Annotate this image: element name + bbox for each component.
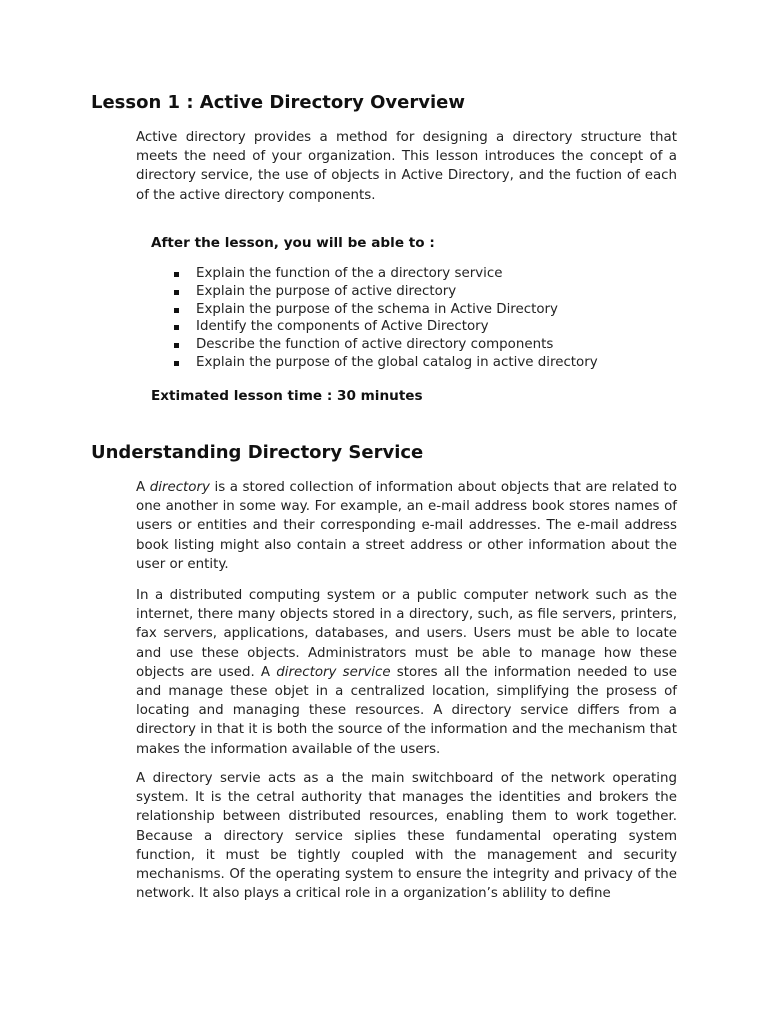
paragraph-text: In a distributed computing system or a public computer network such as the internet, there many objects stored in a directory, such, as file servers, printers, fax servers, applications, databases, and users. Users must be able to locate and use these objects. Administrators must be able to manage how these objects are used. A xyxy=(136,588,677,680)
objective-item: Describe the function of active directory components xyxy=(173,336,598,354)
objective-item: Explain the function of the a directory service xyxy=(173,265,598,283)
term-directory-service: directory service xyxy=(276,664,391,680)
objective-item: Explain the purpose of the global catalog in active directory xyxy=(173,354,598,372)
section-title: Understanding Directory Service xyxy=(91,442,424,463)
paragraph-text: A xyxy=(136,480,150,495)
paragraph-switchboard: A directory servie acts as a the main switchboard of the network operating system. It is the cetral authority that manages the identities and brokers the relationship between distributed resources, enabling them to work together. Because a directory service siplies these fundamental operating system function, it must be tightly coupled with the management and security mechanisms. Of the operating system to ensure the integrity and privacy of the network. It also plays a critical role in a organization’s ablility to define xyxy=(136,771,677,902)
objectives-list xyxy=(173,265,598,372)
objectives-heading: After the lesson, you will be able to : xyxy=(151,235,435,251)
term-directory: directory xyxy=(149,480,210,495)
lesson-title: Lesson 1 : Active Directory Overview xyxy=(91,92,465,113)
lesson-time-estimate: Extimated lesson time : 30 minutes xyxy=(151,388,423,404)
objective-item: Identify the components of Active Directory xyxy=(173,318,598,336)
paragraph-text: is a stored collection of information about objects that are related to one another in some way. For example, an e-mail address book stores names of users or entities and their corresponding e-mail addresses. The e-mail address book listing might also contain a street address or other information about the user or entity. xyxy=(136,480,677,572)
objective-item: Explain the purpose of active directory xyxy=(173,283,598,301)
paragraph-directory xyxy=(136,478,677,574)
paragraph-text: stores all the information needed to use and manage these objet in a centralized location, simplifying the prosess of locating and managing these resources. A directory service differs from a directory in that it is both the source of the information and the mechanism that makes the information available of the users. xyxy=(136,664,677,757)
lesson-intro: Active directory provides a method for designing a directory structure that meets the need of your organization. This lesson introduces the concept of a directory service, the use of objects in Active Directory, and the fuction of each of the active directory components. xyxy=(136,130,677,203)
objective-item: Explain the purpose of the schema in Active Directory xyxy=(173,301,598,319)
paragraph-directory-service xyxy=(136,586,677,759)
